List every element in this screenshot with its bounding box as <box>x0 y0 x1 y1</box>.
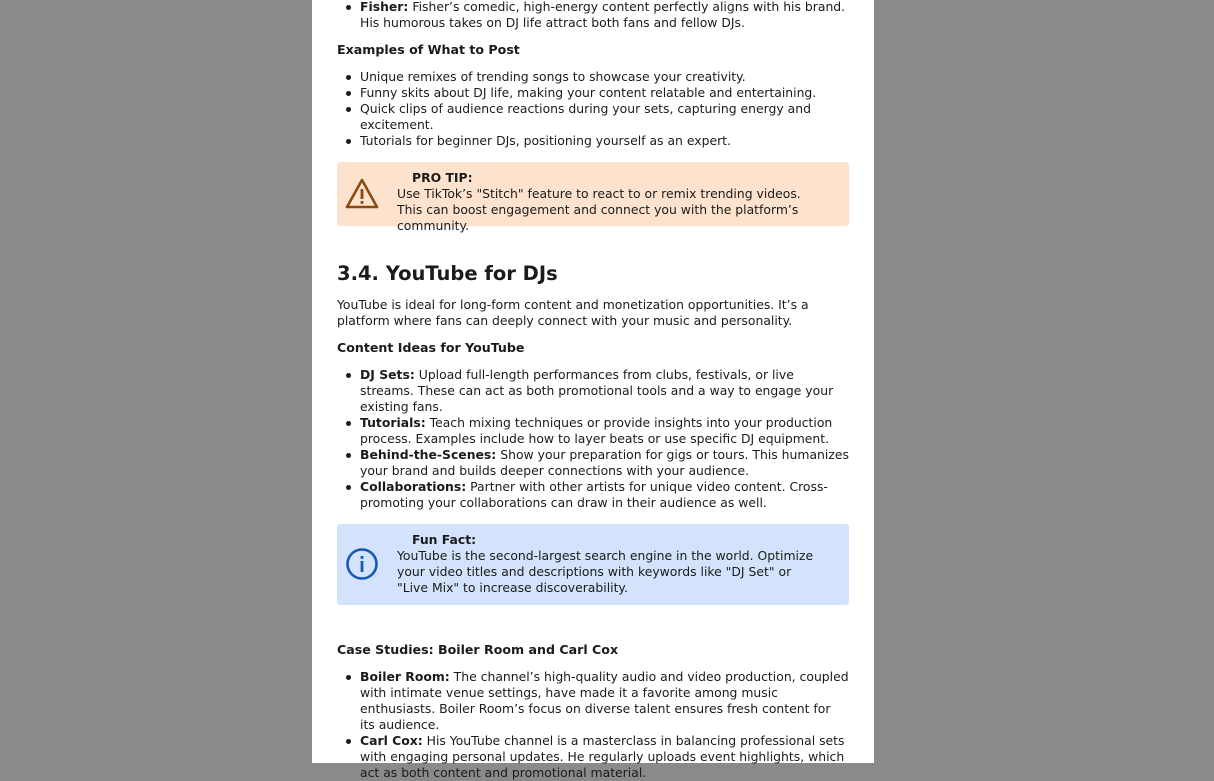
document-page <box>312 0 874 780</box>
fun-fact-callout <box>337 524 849 605</box>
item-text: Fisher’s comedic, high-energy content perfectly aligns with his brand. His humorous takes on DJ life attract both fans and fellow DJs. <box>360 0 846 30</box>
warning-icon <box>345 177 379 211</box>
item-label: Boiler Room: <box>360 669 450 684</box>
list-item <box>360 447 849 479</box>
list-item <box>360 367 849 415</box>
case-studies-list <box>337 669 849 781</box>
callout-body <box>397 170 849 234</box>
list-item: Unique remixes of trending songs to showcase your creativity. <box>360 69 849 85</box>
list-item <box>360 733 849 781</box>
list-item <box>360 0 849 31</box>
list-item <box>360 669 849 733</box>
pro-tip-callout <box>337 162 849 233</box>
callout-body <box>397 532 849 596</box>
callout-text: Use TikTok’s "Stitch" feature to react to or remix trending videos. This can boost engagement and connect you with the platform’s community. <box>397 186 801 233</box>
item-label: DJ Sets: <box>360 367 415 382</box>
examples-list <box>337 69 849 149</box>
list-item: Funny skits about DJ life, making your content relatable and entertaining. <box>360 85 849 101</box>
list-item <box>360 479 849 511</box>
callout-title: Fun Fact: <box>412 532 477 547</box>
item-label: Carl Cox: <box>360 733 423 748</box>
item-text: Teach mixing techniques or provide insights into your production process. Examples include how to layer beats or use specific DJ equipment. <box>360 415 833 446</box>
info-icon <box>345 547 379 581</box>
case-studies-heading: Case Studies: Boiler Room and Carl Cox <box>337 642 619 657</box>
ideas-heading: Content Ideas for YouTube <box>337 340 525 355</box>
callout-title: PRO TIP: <box>412 170 473 185</box>
item-label: Behind-the-Scenes: <box>360 447 497 462</box>
item-text: His YouTube channel is a masterclass in balancing professional sets with engaging personal updates. He regularly uploads event highlights, which act as both content and promotional material. <box>360 733 845 780</box>
document-content <box>337 0 849 781</box>
item-text: Show your preparation for gigs or tours. This humanizes your brand and builds deeper connections with your audience. <box>360 447 849 478</box>
item-label: Tutorials: <box>360 415 426 430</box>
item-text: Partner with other artists for unique video content. Cross-promoting your collaborations can draw in their audience as well. <box>360 479 828 510</box>
section-heading: 3.4. YouTube for DJs <box>337 262 558 285</box>
item-text: The channel’s high-quality audio and video production, coupled with intimate venue settings, have made it a favorite among music enthusiasts. Boiler Room’s focus on diverse talent ensures fresh content for its audience. <box>360 669 849 732</box>
callout-text: YouTube is the second-largest search engine in the world. Optimize your video titles and descriptions with keywords like "DJ Set" or "Live Mix" to increase discoverability. <box>397 548 814 595</box>
list-item: Tutorials for beginner DJs, positioning yourself as an expert. <box>360 133 849 149</box>
item-text: Upload full-length performances from clubs, festivals, or live streams. These can act as both promotional tools and a way to engage your existing fans. <box>360 367 834 414</box>
influencer-list <box>337 0 849 31</box>
examples-heading: Examples of What to Post <box>337 42 520 57</box>
list-item: Quick clips of audience reactions during your sets, capturing energy and excitement. <box>360 101 849 133</box>
list-item <box>360 415 849 447</box>
ideas-list <box>337 367 849 511</box>
section-intro: YouTube is ideal for long-form content and monetization opportunities. It’s a platform where fans can deeply connect with your music and personality. <box>337 297 809 328</box>
item-label: Fisher: <box>360 0 409 14</box>
item-label: Collaborations: <box>360 479 467 494</box>
